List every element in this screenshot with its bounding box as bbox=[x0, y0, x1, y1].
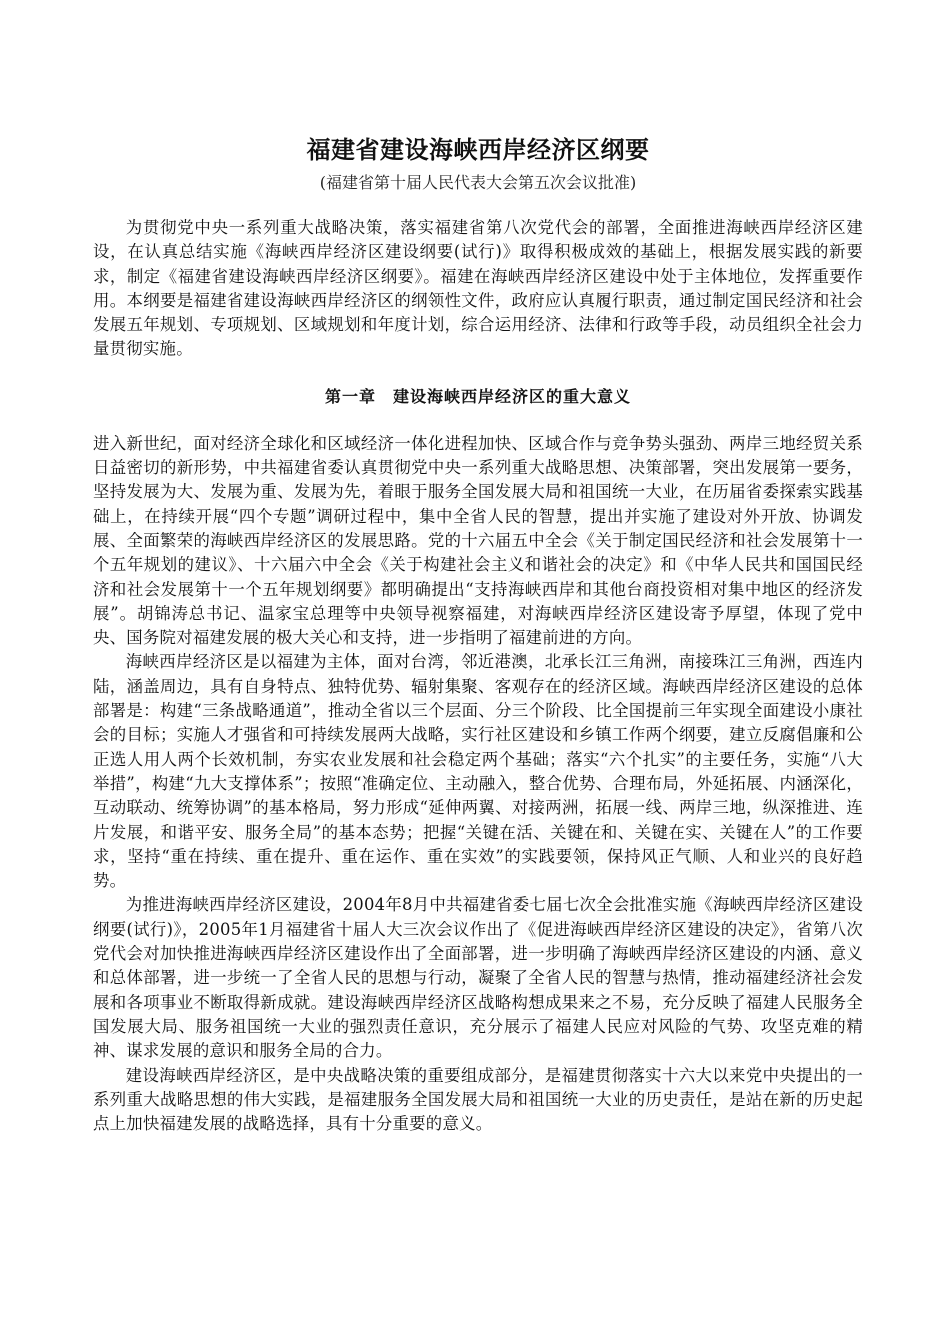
body-paragraph-2: 海峡西岸经济区是以福建为主体，面对台湾，邻近港澳，北承长江三角洲，南接珠江三角洲，西连内陆，涵盖周边，具有自身特点、独特优势、辐射集聚、客观存在的经济区域。海峡西岸经济区建设的总体部署是：构建“三条战略通道”，推动全省以三个层面、分三个阶段、比全国提前三年实现全面建设小康社会的目标；实施人才强省和可持续发展两大战略，实行社区建设和乡镇工作两个纲要，建立反腐倡廉和公正选人用人两个长效机制，夯实农业发展和社会稳定两个基础；落实“六个扎实”的主要任务，实施“八大举措”，构建“九大支撑体系”；按照“准确定位、主动融入，整合优势、合理布局，外延拓展、内涵深化，互动联动、统筹协调”的基本格局，努力形成“延伸两翼、对接两洲，拓展一线、两岸三地，纵深推进、连片发展，和谐平安、服务全局”的基本态势；把握“关键在活、关键在和、关键在实、关键在人”的工作要求，坚持“重在持续、重在提升、重在运作、重在实效”的实践要领，保持风正气顺、人和业兴的良好趋势。 bbox=[93, 652, 863, 891]
body-paragraph-4: 建设海峡西岸经济区，是中央战略决策的重要组成部分，是福建贯彻落实十六大以来党中央提出的一系列重大战略思想的伟大实践，是福建服务全国发展大局和祖国统一大业的历史责任，是站在新的历史起点上加快福建发展的战略选择，具有十分重要的意义。 bbox=[93, 1065, 863, 1134]
document-page bbox=[93, 130, 863, 1136]
body-paragraph-1: 进入新世纪，面对经济全球化和区域经济一体化进程加快、区域合作与竞争势头强劲、两岸三地经贸关系日益密切的新形势，中共福建省委认真贯彻党中央一系列重大战略思想、决策部署，突出发展第一要务，坚持发展为大、发展为重、发展为先，着眼于服务全国发展大局和祖国统一大业，在历届省委探索实践基础上，在持续开展“四个专题”调研过程中，集中全省人民的智慧，提出并实施了建设对外开放、协调发展、全面繁荣的海峡西岸经济区的发展思路。党的十六届五中全会《关于制定国民经济和社会发展第十一个五年规划的建议》、十六届六中全会《关于构建社会主义和谐社会的决定》和《中华人民共和国国民经济和社会发展第十一个五年规划纲要》都明确提出“支持海峡西岸和其他台商投资相对集中地区的经济发展”。胡锦涛总书记、温家宝总理等中央领导视察福建，对海峡西岸经济区建设寄予厚望，体现了党中央、国务院对福建发展的极大关心和支持，进一步指明了福建前进的方向。 bbox=[93, 433, 863, 648]
document-title: 福建省建设海峡西岸经济区纲要 bbox=[306, 135, 650, 164]
body-paragraph-3: 为推进海峡西岸经济区建设，2004年8月中共福建省委七届七次全会批准实施《海峡西岸经济区建设纲要(试行)》，2005年1月福建省十届人大三次会议作出了《促进海峡西岸经济区建设的决定》，省第八次党代会对加快推进海峡西岸经济区建设作出了全面部署，进一步明确了海峡西岸经济区建设的内涵、意义和总体部署，进一步统一了全省人民的思想与行动，凝聚了全省人民的智慧与热情，推动福建经济社会发展和各项事业不断取得新成就。建设海峡西岸经济区战略构想成果来之不易，充分反映了福建人民服务全国发展大局、服务祖国统一大业的强烈责任意识，充分展示了福建人民应对风险的气势、攻坚克难的精神、谋求发展的意识和服务全局的合力。 bbox=[93, 895, 863, 1061]
document-subtitle: (福建省第十届人民代表大会第五次会议批准) bbox=[319, 173, 637, 192]
chapter-heading: 第一章 建设海峡西岸经济区的重大意义 bbox=[324, 386, 631, 406]
intro-paragraph: 为贯彻党中央一系列重大战略决策，落实福建省第八次党代会的部署，全面推进海峡西岸经济区建设，在认真总结实施《海峡西岸经济区建设纲要(试行)》取得积极成效的基础上，根据发展实践的新要求，制定《福建省建设海峡西岸经济区纲要》。福建在海峡西岸经济区建设中处于主体地位，发挥重要作用。本纲要是福建省建设海峡西岸经济区的纲领性文件，政府应认真履行职责，通过制定国民经济和社会发展五年规划、专项规划、区域规划和年度计划，综合运用经济、法律和行政等手段，动员组织全社会力量贯彻实施。 bbox=[93, 218, 863, 359]
